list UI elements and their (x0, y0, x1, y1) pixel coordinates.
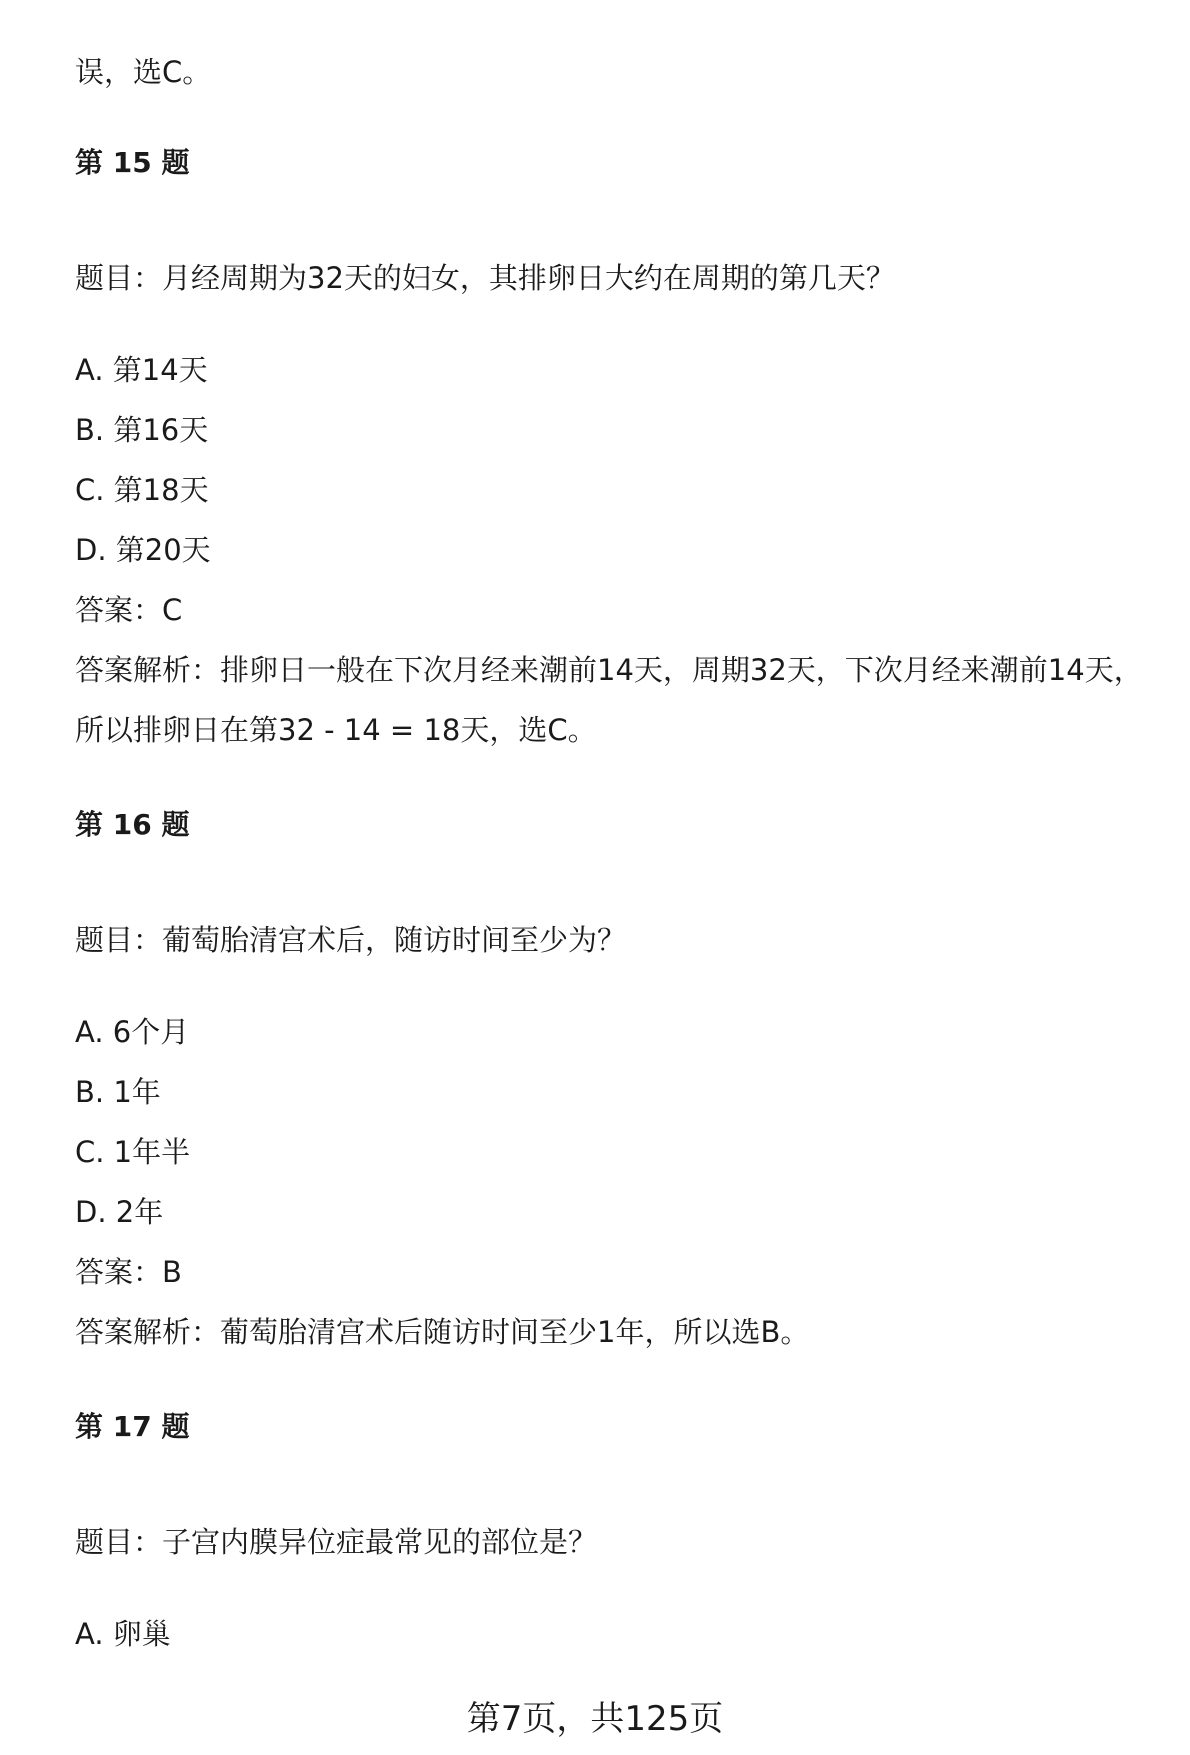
question-16-heading: 第 16 题 (75, 808, 190, 841)
question-15-option-a: A. 第14天 (75, 353, 208, 387)
question-15-option-d: D. 第20天 (75, 533, 211, 567)
question-16-option-d: D. 2年 (75, 1195, 164, 1229)
question-15-analysis-line-2: 所以排卵日在第32 - 14 = 18天，选C。 (75, 713, 597, 747)
question-15-heading: 第 15 题 (75, 146, 190, 179)
question-16-answer: 答案：B (75, 1255, 182, 1289)
question-15-option-c: C. 第18天 (75, 473, 209, 507)
question-15-analysis-line-1: 答案解析：排卵日一般在下次月经来潮前14天，周期32天，下次月经来潮前14天， (75, 653, 1143, 687)
question-17-option-a: A. 卵巢 (75, 1617, 171, 1651)
question-16-option-b: B. 1年 (75, 1075, 161, 1109)
question-16-analysis-line-1: 答案解析：葡萄胎清宫术后随访时间至少1年，所以选B。 (75, 1315, 810, 1349)
question-17-stem: 题目：子宫内膜异位症最常见的部位是？ (75, 1525, 598, 1559)
question-17-heading: 第 17 题 (75, 1410, 190, 1443)
question-16-stem: 题目：葡萄胎清宫术后，随访时间至少为？ (75, 923, 627, 957)
question-15-stem: 题目：月经周期为32天的妇女，其排卵日大约在周期的第几天？ (75, 261, 895, 295)
question-15-answer: 答案：C (75, 593, 183, 627)
question-15-option-b: B. 第16天 (75, 413, 209, 447)
page-indicator: 第7页，共125页 (466, 1699, 724, 1739)
question-16-option-a: A. 6个月 (75, 1015, 190, 1049)
carryover-text: 误，选C。 (75, 55, 212, 89)
question-16-option-c: C. 1年半 (75, 1135, 191, 1169)
